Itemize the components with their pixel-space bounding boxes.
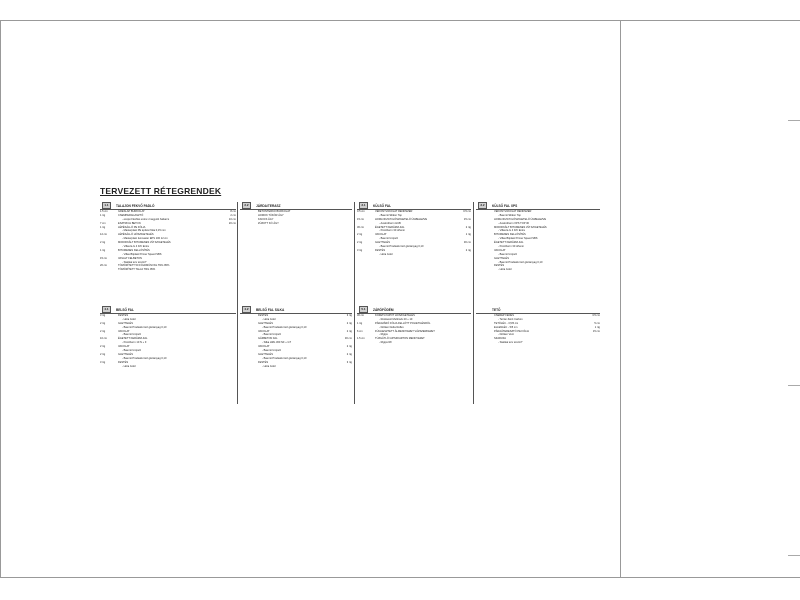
layer-thickness-right: 2 cm <box>230 213 236 217</box>
panel-belso-fal-silka <box>240 306 352 368</box>
layer-product: - Dörken Vent <box>498 333 514 337</box>
layer-row <box>100 268 236 272</box>
layer-thickness-right: 15 cm <box>463 217 471 221</box>
layer-material: GLETTELÉS <box>258 321 273 325</box>
panel-zarofodem <box>357 306 471 345</box>
panel-title: BELSŐ FAL <box>116 307 134 312</box>
layer-thickness: 7 cm <box>100 221 106 225</box>
panel-teto <box>476 306 600 345</box>
layer-product: - Héra Gold <box>379 252 393 256</box>
panel-belso-fal <box>100 306 236 368</box>
layer-material: CSEMPERAGASZTÓ <box>118 213 144 217</box>
layer-thickness: 1 rtg <box>100 213 106 217</box>
layer-thickness-right: 8 cm <box>230 210 236 213</box>
layer-material: GRESLAP BURKOLAT <box>118 210 145 213</box>
layer-product: - Rigips RF <box>379 341 392 345</box>
page-title: TERVEZETT RÉTEGRENDEK <box>100 186 222 196</box>
layer-material: VASALT FELBETON <box>118 256 142 260</box>
layer-thickness-right: 30 cm <box>344 337 352 341</box>
layer-thickness-right: 1 rtg <box>594 325 600 329</box>
title-block-mark <box>788 385 800 386</box>
layer-product: - Dörken Delta Reflex <box>379 325 404 329</box>
layer-material: GLETTELÉS <box>375 241 390 245</box>
panel-number-badge: 4.2 <box>242 306 251 313</box>
layer-material: VAKOLAT <box>258 345 270 349</box>
layer-thickness: 30 cm <box>357 314 365 317</box>
layer-product: - Héra Gold <box>262 317 276 321</box>
panel-number-badge: 5.1 <box>359 306 368 313</box>
layer-thickness-right: 3 rtg <box>346 314 352 317</box>
column-divider <box>237 202 238 404</box>
layer-material: PÁRAÁTERESZTŐ PE FÓLIA <box>494 329 530 333</box>
layer-material: FÜGGESZTETT ÁLMENNYEZET VÁZSZERKEZET <box>375 329 435 333</box>
layer-material: BITUMENES KELLŐSÍTÉS <box>118 248 150 252</box>
layer-material: FESTÉS <box>494 264 505 268</box>
layer-product: - Baumit Prodsafe tiszi glettanyag 0,10 <box>262 356 307 360</box>
layer-material: VAKOLAT <box>118 329 130 333</box>
layer-thickness: 1 rtg <box>100 225 106 229</box>
layer-product: - Baumit Prodsafe tiszi glettanyag 0,10 <box>122 325 167 329</box>
layer-product: - Baumit Unipulz <box>262 349 282 353</box>
panel-number-badge: 3.2 <box>478 202 487 209</box>
panel-number-badge: 4.1 <box>102 306 111 313</box>
column-4 <box>476 202 600 404</box>
layer-thickness: 2 rtg <box>100 241 106 245</box>
panel-header <box>476 306 600 314</box>
layer-thickness-right: 2 rtg <box>465 248 471 252</box>
layer-product: - Statikai terv szerint* <box>498 341 523 345</box>
layer-product: - Héra Gold <box>498 268 512 272</box>
layer-product: - Porotherm 10 N + F <box>122 341 147 345</box>
layer-schedule <box>100 186 600 368</box>
layer-material: HOMOK TÜKÖR ÁGY <box>258 213 284 217</box>
layer-row <box>240 222 352 226</box>
panel-number-badge: 2.2 <box>242 202 251 209</box>
layer-product: - Baumit Prodsafe tiszi glettanyag 0,10 <box>498 260 543 264</box>
layer-thickness-right: 2 rtg <box>346 329 352 333</box>
title-block-mark <box>788 120 800 121</box>
layer-material: GLETTELÉS <box>118 321 133 325</box>
panel-title: BELSŐ FAL SILKA <box>256 307 285 312</box>
layer-product: - Austrotherm HUB <box>379 221 401 225</box>
layer-thickness: 20 cm <box>100 264 108 268</box>
layer-product: - Baumit Unipulz <box>122 333 142 337</box>
layer-row <box>240 365 352 369</box>
layer-product: - Villas E-G 4 F/K Extra <box>122 245 149 249</box>
layer-thickness: 6 cm <box>357 329 363 333</box>
layer-material: GÁZBETON FAL <box>258 337 278 341</box>
layer-product: - Masterplast PE építési fólia 0,15 mm <box>122 229 166 233</box>
layer-product: - Baumit Silikon Top <box>379 213 402 217</box>
layer-thickness-right: 15 cm <box>592 329 600 333</box>
sheet-border-bottom <box>0 577 800 578</box>
layer-product: - Héra Gold <box>122 317 136 321</box>
layer-row <box>357 341 471 345</box>
layer-material: SZARUFA <box>494 337 506 341</box>
panel-title: TALAJON FEKVŐ PADLÓ <box>116 203 155 208</box>
column-2 <box>240 202 352 404</box>
panel-title: KÜLSŐ FAL <box>373 203 392 208</box>
layer-product: - Baumit Prodsafe tiszi glettanyag 0,10 <box>379 245 424 249</box>
panel-number-badge: 1.1 <box>102 202 111 209</box>
layer-product: - Masterplast Isomaster EPS 100 12 cm <box>122 237 168 241</box>
layer-product: - Villas Bitplast Primer Speed SBS <box>498 237 538 241</box>
layer-material: TŰZGÁTLÓ GIPSZKARTON MENNYEZET <box>375 337 425 341</box>
layer-thickness-right: 10 cm <box>228 217 236 221</box>
layer-thickness-right: 0.5 cm <box>463 210 471 213</box>
layer-product: - Baumit Unipulz <box>262 333 282 337</box>
layer-product: - Héra Gold <box>262 364 276 368</box>
layer-thickness: 3 rtg <box>100 314 106 317</box>
layer-material: ÉGETETT KERÁMIA FAL <box>375 225 405 229</box>
layer-thickness: 2 rtg <box>100 352 106 356</box>
layer-thickness: 1.5 cm <box>357 337 365 341</box>
layer-material: MODIFIKÁLT BITUMENES VÍZ SZIGETELÉS <box>494 225 547 229</box>
layer-material: ÉGETETT KERÁMIA FAL <box>118 337 148 341</box>
title-block-divider <box>620 20 621 578</box>
layer-material: TÖMÖRÍTETT 50 FÖLDMŰNYAG TRG 95% <box>118 264 170 268</box>
column-divider <box>473 202 474 404</box>
layer-material: HOMLOKZATI HŐSZIGETELŐ ÜGBELEZVE <box>494 217 547 221</box>
column-divider <box>354 202 355 404</box>
layer-material: GLETTELÉS <box>118 352 133 356</box>
layer-material: VAKOLAT <box>375 233 387 237</box>
layer-product: - Baumit Unipulz <box>122 349 142 353</box>
sheet-border-top <box>0 20 800 21</box>
layer-thickness: 10 cm <box>100 337 108 341</box>
layer-material: ZÚZOTT KŐ ÁGY <box>258 221 279 225</box>
layer-thickness-right: 3 rtg <box>346 360 352 364</box>
layer-thickness-right: 2 rtg <box>465 225 471 229</box>
layer-material: TÖMÖRÍTETT TALAJ TRG 95% <box>118 268 156 272</box>
layer-product: - Porotherm 30 ofhenn <box>498 245 524 249</box>
column-1 <box>100 202 236 404</box>
layer-material: GLETTELÉS <box>258 352 273 356</box>
layer-product: - Baumit Unipulz <box>379 237 399 241</box>
layer-material: LÉPÉSÁLLÓ HŐSZIGETELÉS <box>118 233 154 237</box>
layer-row <box>100 365 236 369</box>
layer-thickness-right: 1 rtg <box>465 233 471 237</box>
layer-material: CSERÉP FEDÉS <box>494 314 514 317</box>
layer-product: - Rigips <box>379 333 388 337</box>
layer-thickness: 2 rtg <box>100 345 106 349</box>
panel-kulso-fal-xps <box>476 202 600 272</box>
layer-material: PÁRAZÁRÓ FÓLIA FELLŐTT POLIETILÉNRŐL <box>375 321 431 325</box>
layer-product: - Austrotherm XPS TOP 30 <box>498 221 529 225</box>
layer-material: BITUMENES KELLŐSÍTÉS <box>494 233 526 237</box>
layer-thickness: 2 rtg <box>357 233 363 237</box>
layer-thickness: 3 rtg <box>357 248 363 252</box>
layer-row <box>357 253 471 257</box>
layer-material: MODIFIKÁLT BITUMENES VÍZ SZIGETELÉS <box>118 241 171 245</box>
layer-thickness: 15 cm <box>357 217 365 221</box>
layer-product: - Baumit Unipulz <box>498 252 518 256</box>
layer-material: KŐZETGYAPOT HŐSZIGETELÉS <box>375 314 415 317</box>
layer-material: FESTÉS <box>118 360 129 364</box>
layer-product: - Baumit Silikon Top <box>498 213 521 217</box>
sheet-border-left <box>0 20 1 578</box>
panel-kulso-fal <box>357 202 471 257</box>
panel-title: ZÁRÓFÖDÉM <box>373 307 394 312</box>
layer-material: VÉKONYVAKOLAT RENDSZER <box>494 210 532 213</box>
layer-material: LÉPÉSÁLLÓ PE FÓLIA <box>118 225 146 229</box>
layer-product: - Villas Bitplast Primer Speed SBS <box>122 252 162 256</box>
layer-thickness: 2 rtg <box>357 241 363 245</box>
layer-thickness-right: 20 cm <box>228 221 236 225</box>
panel-header <box>240 306 352 314</box>
layer-row <box>476 341 600 345</box>
panel-title: KÜLSŐ FAL XPS <box>492 203 518 208</box>
layer-material: ELLENLÉC - 5/5 cm <box>494 325 518 329</box>
layer-product: - Silka HML 300 NF + GT <box>262 341 292 345</box>
layer-thickness: 1.5 cm <box>100 210 108 213</box>
panel-title: TETŐ <box>492 307 501 312</box>
panel-header <box>476 202 600 210</box>
panel-header <box>100 306 236 314</box>
panel-title: JÁRDA/TERASZ <box>256 203 281 208</box>
panel-jarda-terasz <box>240 202 352 226</box>
layer-product: - Porotherm 30 ofhenn <box>379 229 405 233</box>
layer-thickness: 1 rtg <box>100 248 106 252</box>
layer-material: VAKOLAT <box>258 329 270 333</box>
layer-product: - ecopé Flexfles extra vl nagyoló habarcs <box>122 217 170 221</box>
layer-thickness: 2 rtg <box>100 321 106 325</box>
layer-grid <box>100 202 600 412</box>
layer-product: - Villas E-G 4 F/K Extra <box>498 229 525 233</box>
layer-thickness: 15 cm <box>100 256 108 260</box>
layer-thickness-right: 2 rtg <box>346 321 352 325</box>
layer-material: VAKOLAT <box>118 345 130 349</box>
layer-material: TETŐLÉC - 3,5/5 cm <box>494 321 519 325</box>
layer-product: - Baumit Prodsafe tiszi glettanyag 0,10 <box>262 325 307 329</box>
layer-material: FESTÉS <box>258 314 269 317</box>
layer-thickness: 12 cm <box>100 233 108 237</box>
panel-header <box>240 202 352 210</box>
layer-material: VAKOLAT <box>494 248 506 252</box>
layer-material: ESZTRICH BETON <box>118 221 141 225</box>
layer-product: - Héra Gold <box>122 364 136 368</box>
layer-thickness-right: 2 rtg <box>346 352 352 356</box>
layer-material: FESTÉS <box>375 248 386 252</box>
layer-thickness-right: 30 cm <box>463 241 471 245</box>
layer-thickness: 2 rtg <box>100 329 106 333</box>
layer-thickness: 3 rtg <box>100 360 106 364</box>
layer-product: - Statikai terv szerint* <box>122 260 147 264</box>
panel-header <box>100 202 236 210</box>
layer-material: ÉGETETT KERÁMIA FAL <box>494 241 524 245</box>
layer-product: - Terrán Zénit Carbon <box>498 317 523 321</box>
title-block-mark <box>788 555 800 556</box>
layer-material: KAVICS ÁGY <box>258 217 274 221</box>
layer-thickness: 1 rtg <box>357 321 363 325</box>
layer-material: HOMLOKZATI HŐSZIGETELŐ ÜGBELEZVE <box>375 217 428 221</box>
layer-material: FESTÉS <box>258 360 269 364</box>
column-3 <box>357 202 471 404</box>
panel-number-badge: 3.1 <box>359 202 368 209</box>
panel-header <box>357 202 471 210</box>
layer-material: GLETTELÉS <box>494 256 509 260</box>
layer-row <box>476 268 600 272</box>
layer-material: VÉKONYVAKOLAT RENDSZER <box>375 210 413 213</box>
layer-material: BETONTÉRKŐ BURKOLAT <box>258 210 291 213</box>
panel-header <box>357 306 471 314</box>
layer-thickness-right: 5 cm <box>594 321 600 325</box>
layer-product: - Rockwool Multirock 20 + 10 <box>379 317 413 321</box>
layer-thickness: 30 cm <box>357 225 365 229</box>
layer-thickness-right: 3.5 cm <box>592 314 600 317</box>
panel-talajon-fekvo-padlo <box>100 202 236 272</box>
layer-thickness: 0.5 cm <box>357 210 365 213</box>
layer-material: FESTÉS <box>118 314 129 317</box>
layer-product: - Baumit Prodsafe tiszi glettanyag 0,10 <box>122 356 167 360</box>
layer-thickness-right: 2 rtg <box>346 345 352 349</box>
